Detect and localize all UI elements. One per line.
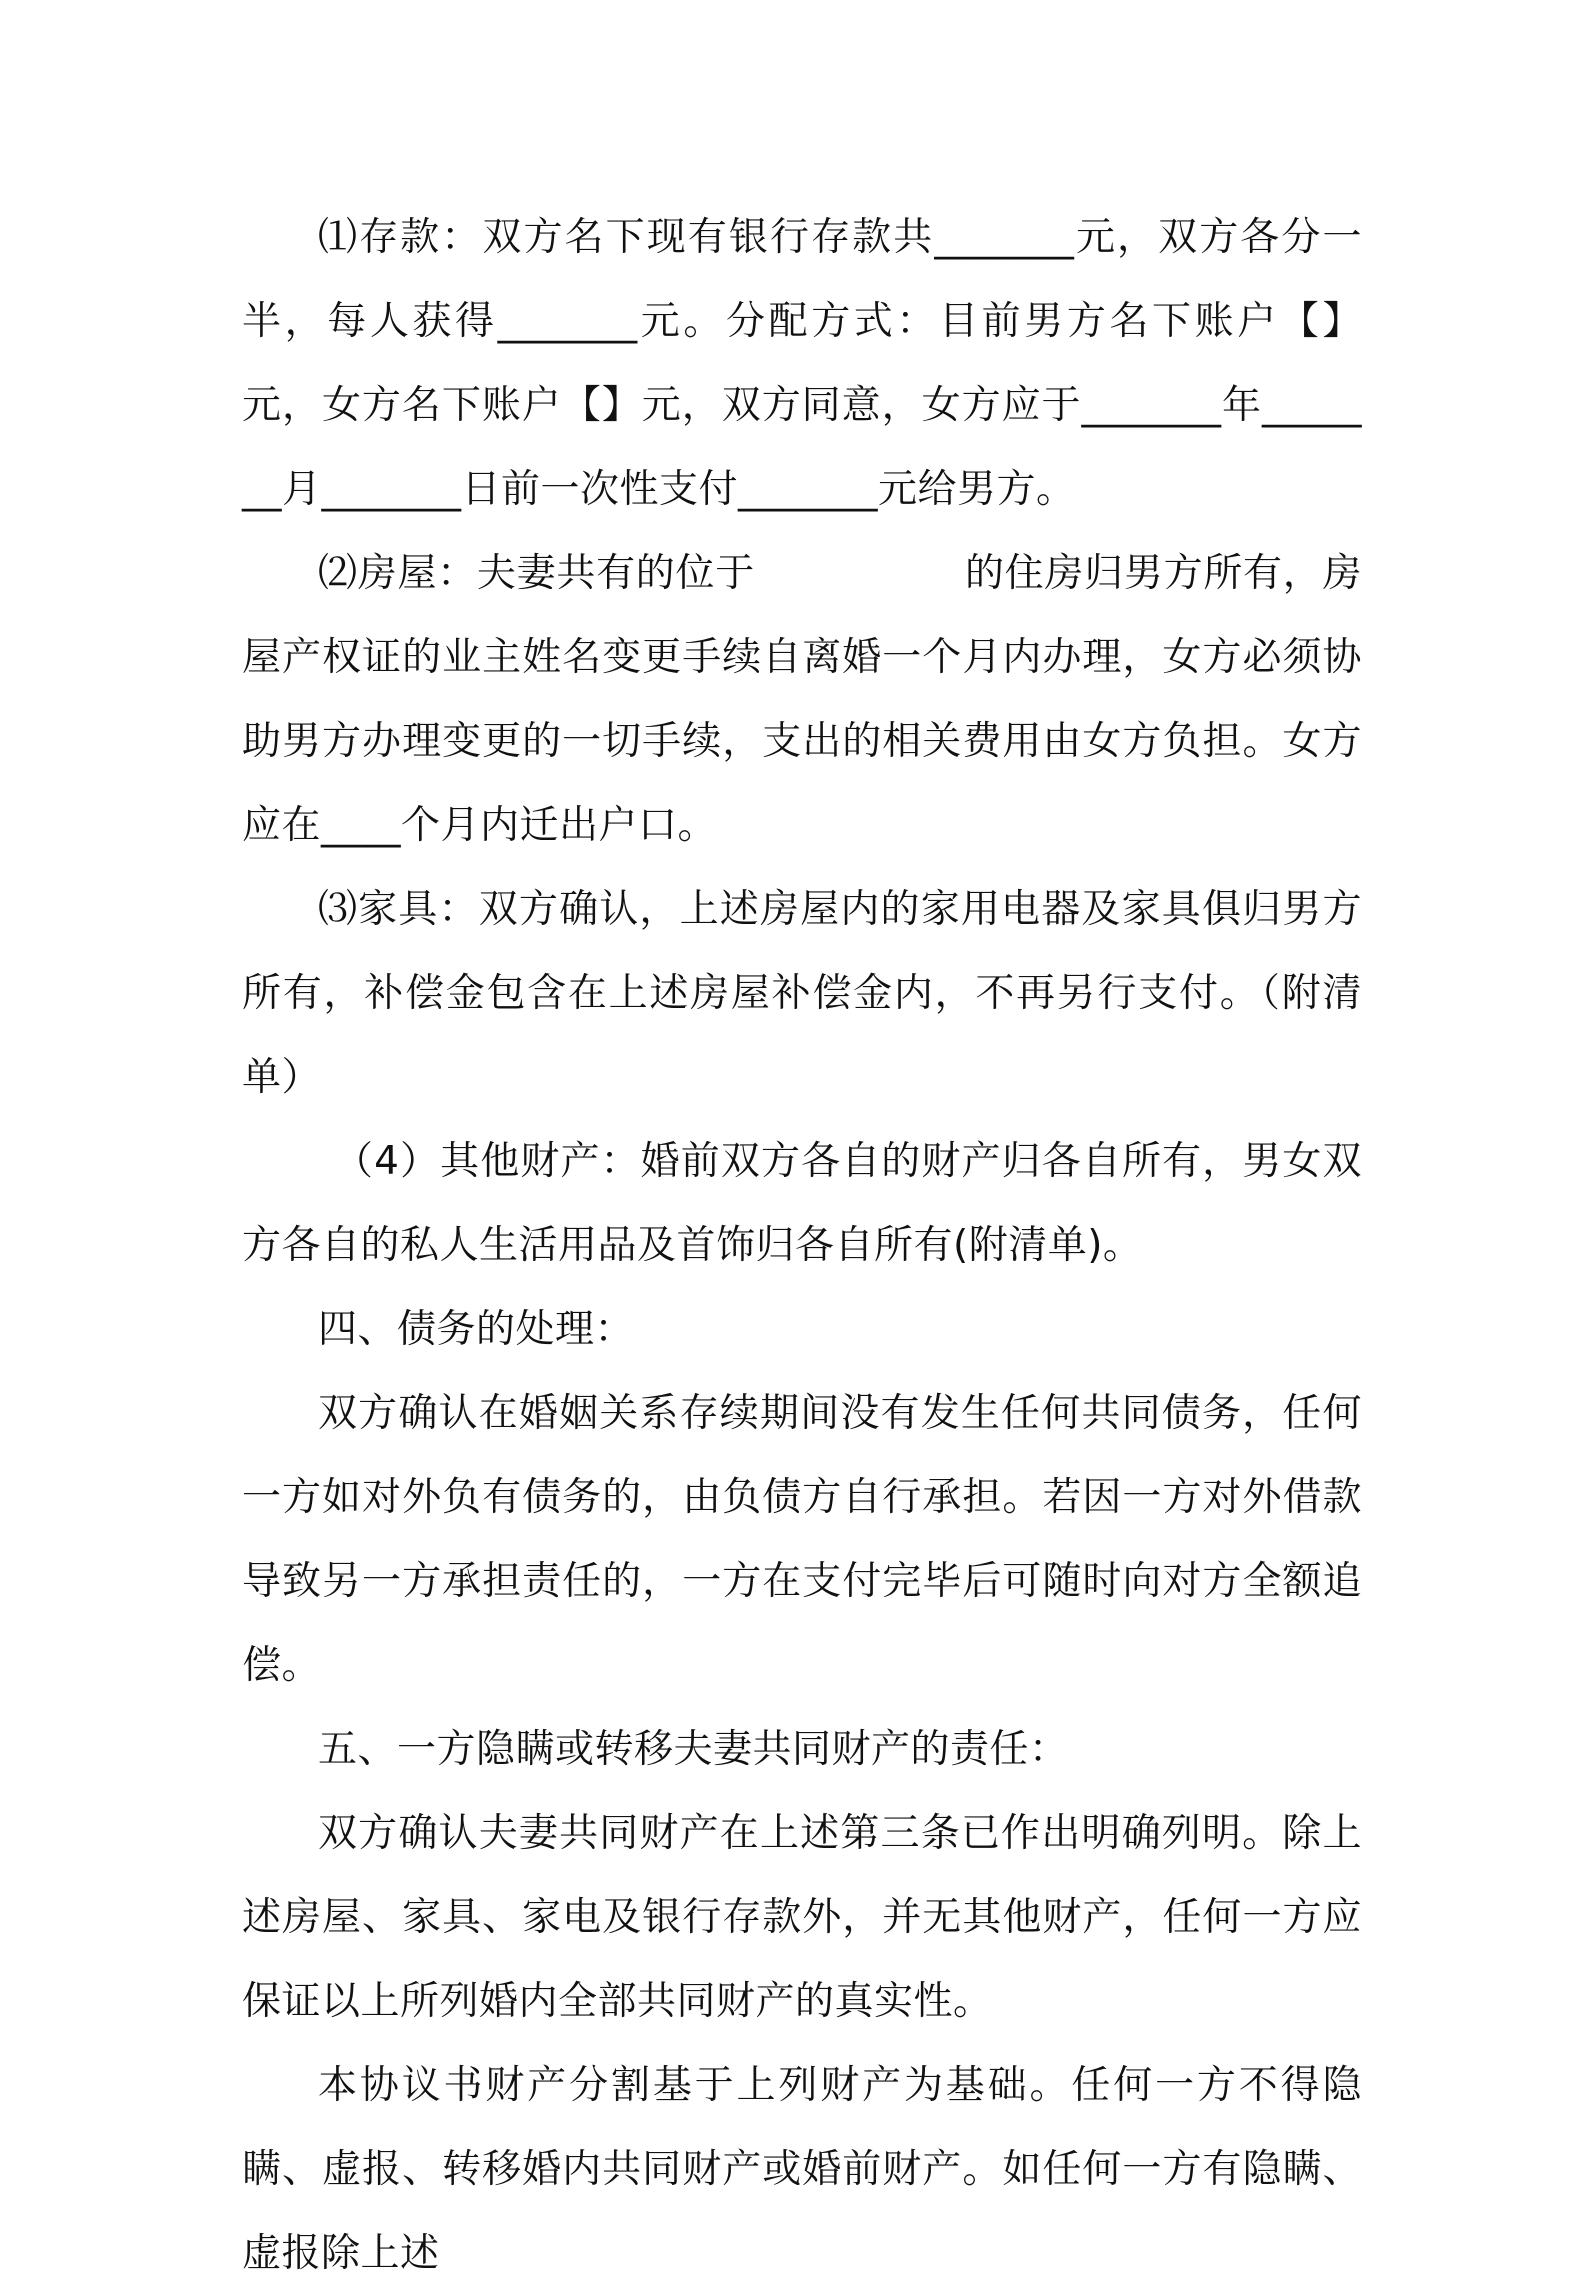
section-heading-concealment: 五、一方隐瞒或转移夫妻共同财产的责任： bbox=[318, 1727, 1069, 1772]
paragraph-deposits: ⑴存款：双方名下现有银行存款共_______元，双方各分一半，每人获得_______元。分配方式：目前男方名下账户【】元，女方名下账户【】元，双方同意，女方应于_______年_______月_______日前一次性支付_______元给男方。 bbox=[242, 215, 1362, 512]
paragraph-other-property: （4）其他财产：婚前双方各自的财产归各自所有，男女双方各自的私人生活用品及首饰归各自所有(附清单)。 bbox=[242, 1139, 1362, 1268]
section-heading-debts: 四、债务的处理： bbox=[318, 1307, 635, 1352]
paragraph-division-basis: 本协议书财产分割基于上列财产为基础。任何一方不得隐瞒、虚报、转移婚内共同财产或婚前财产。如任何一方有隐瞒、虚报除上述 bbox=[242, 2063, 1362, 2276]
document-body bbox=[242, 196, 1362, 2296]
paragraph-furniture: ⑶家具：双方确认，上述房屋内的家用电器及家具俱归男方所有，补偿金包含在上述房屋补偿金内，不再另行支付。（附清单） bbox=[242, 887, 1362, 1100]
paragraph-house: ⑵房屋：夫妻共有的位于 的住房归男方所有，房屋产权证的业主姓名变更手续自离婚一个月内办理，女方必须协助男方办理变更的一切手续，支出的相关费用由女方负担。女方应在____个月内迁出户口。 bbox=[242, 551, 1362, 848]
paragraph-debts: 双方确认在婚姻关系存续期间没有发生任何共同债务，任何一方如对外负有债务的，由负债方自行承担。若因一方对外借款导致另一方承担责任的，一方在支付完毕后可随时向对方全额追偿。 bbox=[242, 1391, 1362, 1688]
paragraph-confirmation: 双方确认夫妻共同财产在上述第三条已作出明确列明。除上述房屋、家具、家电及银行存款外，并无其他财产，任何一方应保证以上所列婚内全部共同财产的真实性。 bbox=[242, 1811, 1362, 2024]
